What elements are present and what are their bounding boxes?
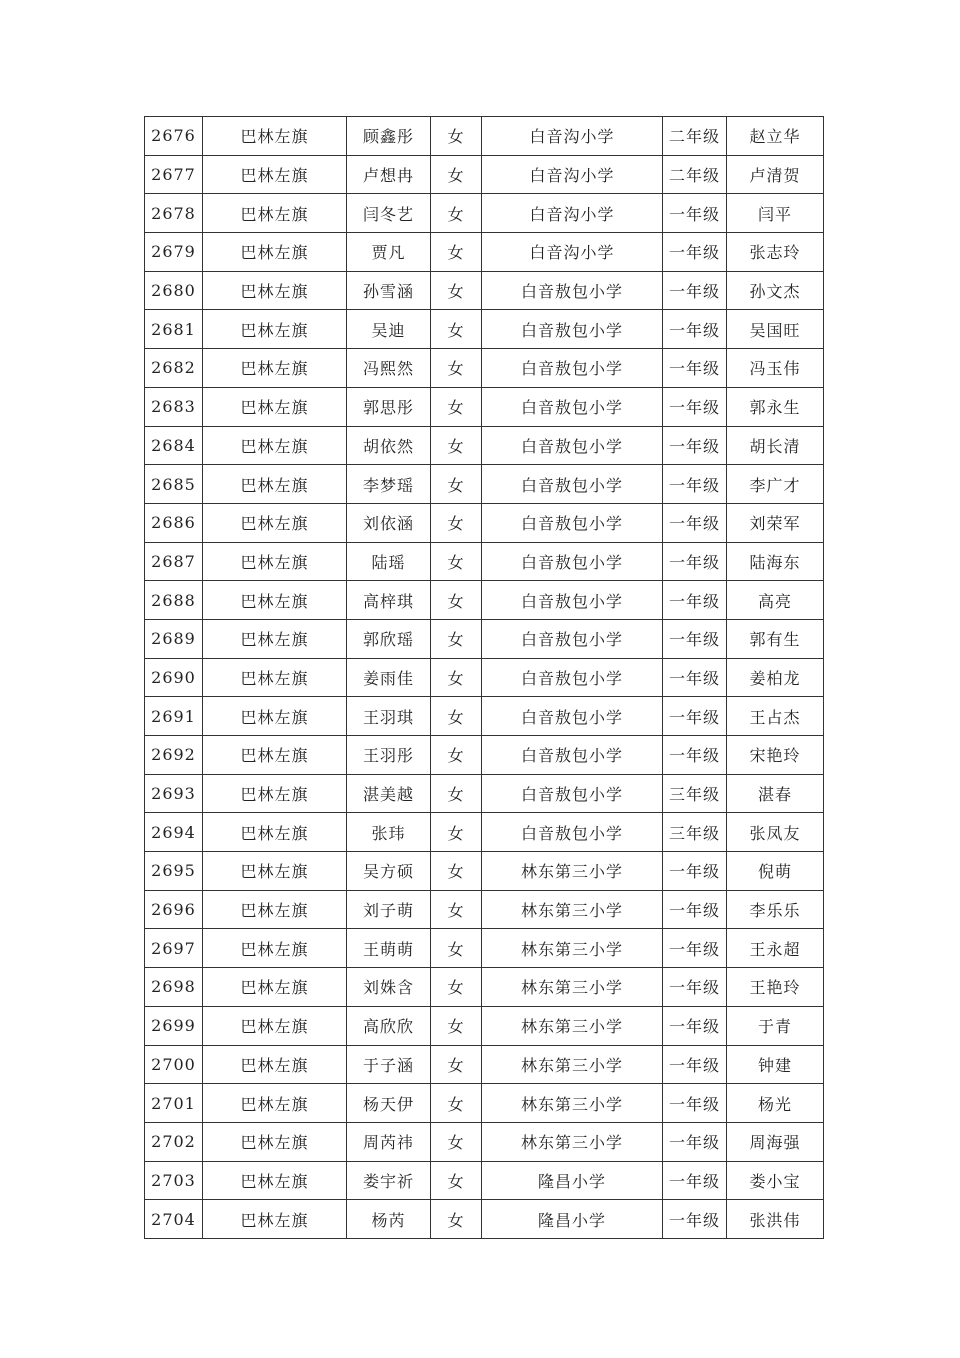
region-cell: 巴林左旗 [203, 194, 347, 233]
region-cell: 巴林左旗 [203, 813, 347, 852]
table-row [145, 774, 824, 813]
student-name-cell: 闫冬艺 [347, 194, 431, 233]
roster-body [145, 117, 824, 1239]
gender-cell: 女 [431, 155, 482, 194]
guardian-name-cell: 王永超 [727, 929, 824, 968]
student-name-cell: 高梓琪 [347, 581, 431, 620]
student-name-cell: 姜雨佳 [347, 658, 431, 697]
school-cell: 白音敖包小学 [482, 465, 663, 504]
student-name-cell: 贾凡 [347, 233, 431, 272]
guardian-name-cell: 于青 [727, 1006, 824, 1045]
school-cell: 白音敖包小学 [482, 310, 663, 349]
row-number-cell: 2685 [145, 465, 203, 504]
table-row [145, 658, 824, 697]
school-cell: 白音沟小学 [482, 117, 663, 156]
grade-cell: 一年级 [663, 310, 727, 349]
student-name-cell: 陆瑶 [347, 542, 431, 581]
school-cell: 林东第三小学 [482, 1084, 663, 1123]
school-cell: 白音敖包小学 [482, 387, 663, 426]
gender-cell: 女 [431, 465, 482, 504]
gender-cell: 女 [431, 1006, 482, 1045]
grade-cell: 一年级 [663, 503, 727, 542]
student-name-cell: 于子涵 [347, 1045, 431, 1084]
grade-cell: 一年级 [663, 697, 727, 736]
guardian-name-cell: 湛春 [727, 774, 824, 813]
gender-cell: 女 [431, 310, 482, 349]
guardian-name-cell: 吴国旺 [727, 310, 824, 349]
guardian-name-cell: 赵立华 [727, 117, 824, 156]
grade-cell: 三年级 [663, 774, 727, 813]
row-number-cell: 2701 [145, 1084, 203, 1123]
region-cell: 巴林左旗 [203, 1161, 347, 1200]
student-name-cell: 高欣欣 [347, 1006, 431, 1045]
region-cell: 巴林左旗 [203, 310, 347, 349]
region-cell: 巴林左旗 [203, 349, 347, 388]
table-row [145, 968, 824, 1007]
region-cell: 巴林左旗 [203, 465, 347, 504]
row-number-cell: 2686 [145, 503, 203, 542]
student-name-cell: 郭思彤 [347, 387, 431, 426]
table-row [145, 1200, 824, 1239]
guardian-name-cell: 孙文杰 [727, 271, 824, 310]
grade-cell: 一年级 [663, 929, 727, 968]
student-name-cell: 刘姝含 [347, 968, 431, 1007]
gender-cell: 女 [431, 658, 482, 697]
row-number-cell: 2688 [145, 581, 203, 620]
school-cell: 林东第三小学 [482, 890, 663, 929]
guardian-name-cell: 胡长清 [727, 426, 824, 465]
table-row [145, 1122, 824, 1161]
school-cell: 白音敖包小学 [482, 813, 663, 852]
grade-cell: 一年级 [663, 581, 727, 620]
region-cell: 巴林左旗 [203, 542, 347, 581]
row-number-cell: 2682 [145, 349, 203, 388]
guardian-name-cell: 杨光 [727, 1084, 824, 1123]
school-cell: 林东第三小学 [482, 1122, 663, 1161]
region-cell: 巴林左旗 [203, 774, 347, 813]
guardian-name-cell: 刘荣军 [727, 503, 824, 542]
grade-cell: 二年级 [663, 117, 727, 156]
row-number-cell: 2703 [145, 1161, 203, 1200]
region-cell: 巴林左旗 [203, 890, 347, 929]
gender-cell: 女 [431, 890, 482, 929]
student-name-cell: 李梦瑶 [347, 465, 431, 504]
gender-cell: 女 [431, 1045, 482, 1084]
table-row [145, 426, 824, 465]
grade-cell: 一年级 [663, 1161, 727, 1200]
row-number-cell: 2677 [145, 155, 203, 194]
student-name-cell: 吴迪 [347, 310, 431, 349]
grade-cell: 一年级 [663, 852, 727, 891]
grade-cell: 一年级 [663, 542, 727, 581]
region-cell: 巴林左旗 [203, 929, 347, 968]
table-row [145, 581, 824, 620]
region-cell: 巴林左旗 [203, 1045, 347, 1084]
student-name-cell: 顾鑫彤 [347, 117, 431, 156]
row-number-cell: 2693 [145, 774, 203, 813]
student-name-cell: 卢想冉 [347, 155, 431, 194]
row-number-cell: 2690 [145, 658, 203, 697]
row-number-cell: 2681 [145, 310, 203, 349]
grade-cell: 一年级 [663, 387, 727, 426]
row-number-cell: 2687 [145, 542, 203, 581]
table-row [145, 349, 824, 388]
student-name-cell: 杨芮 [347, 1200, 431, 1239]
gender-cell: 女 [431, 233, 482, 272]
row-number-cell: 2678 [145, 194, 203, 233]
table-row [145, 813, 824, 852]
school-cell: 白音敖包小学 [482, 271, 663, 310]
school-cell: 林东第三小学 [482, 1045, 663, 1084]
region-cell: 巴林左旗 [203, 426, 347, 465]
grade-cell: 一年级 [663, 968, 727, 1007]
gender-cell: 女 [431, 929, 482, 968]
row-number-cell: 2684 [145, 426, 203, 465]
region-cell: 巴林左旗 [203, 968, 347, 1007]
student-name-cell: 冯熙然 [347, 349, 431, 388]
region-cell: 巴林左旗 [203, 1084, 347, 1123]
guardian-name-cell: 闫平 [727, 194, 824, 233]
student-name-cell: 郭欣瑶 [347, 619, 431, 658]
guardian-name-cell: 钟建 [727, 1045, 824, 1084]
grade-cell: 一年级 [663, 271, 727, 310]
region-cell: 巴林左旗 [203, 387, 347, 426]
row-number-cell: 2676 [145, 117, 203, 156]
region-cell: 巴林左旗 [203, 271, 347, 310]
grade-cell: 一年级 [663, 736, 727, 775]
student-name-cell: 孙雪涵 [347, 271, 431, 310]
table-row [145, 852, 824, 891]
school-cell: 隆昌小学 [482, 1161, 663, 1200]
student-name-cell: 王萌萌 [347, 929, 431, 968]
table-row [145, 736, 824, 775]
school-cell: 白音沟小学 [482, 194, 663, 233]
table-row [145, 310, 824, 349]
school-cell: 白音沟小学 [482, 233, 663, 272]
region-cell: 巴林左旗 [203, 155, 347, 194]
grade-cell: 三年级 [663, 813, 727, 852]
student-name-cell: 刘依涵 [347, 503, 431, 542]
row-number-cell: 2683 [145, 387, 203, 426]
row-number-cell: 2698 [145, 968, 203, 1007]
table-row [145, 542, 824, 581]
table-row [145, 155, 824, 194]
table-row [145, 1084, 824, 1123]
row-number-cell: 2679 [145, 233, 203, 272]
region-cell: 巴林左旗 [203, 1006, 347, 1045]
guardian-name-cell: 李广才 [727, 465, 824, 504]
region-cell: 巴林左旗 [203, 697, 347, 736]
student-name-cell: 刘子萌 [347, 890, 431, 929]
gender-cell: 女 [431, 697, 482, 736]
row-number-cell: 2689 [145, 619, 203, 658]
gender-cell: 女 [431, 503, 482, 542]
grade-cell: 一年级 [663, 465, 727, 504]
region-cell: 巴林左旗 [203, 233, 347, 272]
table-row [145, 1161, 824, 1200]
grade-cell: 一年级 [663, 1200, 727, 1239]
table-row [145, 503, 824, 542]
region-cell: 巴林左旗 [203, 619, 347, 658]
guardian-name-cell: 王艳玲 [727, 968, 824, 1007]
school-cell: 白音敖包小学 [482, 736, 663, 775]
school-cell: 林东第三小学 [482, 852, 663, 891]
row-number-cell: 2699 [145, 1006, 203, 1045]
grade-cell: 一年级 [663, 1084, 727, 1123]
table-row [145, 117, 824, 156]
table-row [145, 194, 824, 233]
grade-cell: 一年级 [663, 619, 727, 658]
grade-cell: 一年级 [663, 1045, 727, 1084]
guardian-name-cell: 陆海东 [727, 542, 824, 581]
region-cell: 巴林左旗 [203, 852, 347, 891]
gender-cell: 女 [431, 426, 482, 465]
gender-cell: 女 [431, 619, 482, 658]
table-row [145, 233, 824, 272]
table-row [145, 890, 824, 929]
row-number-cell: 2702 [145, 1122, 203, 1161]
gender-cell: 女 [431, 1122, 482, 1161]
row-number-cell: 2695 [145, 852, 203, 891]
school-cell: 白音敖包小学 [482, 426, 663, 465]
gender-cell: 女 [431, 542, 482, 581]
school-cell: 林东第三小学 [482, 968, 663, 1007]
school-cell: 白音敖包小学 [482, 619, 663, 658]
region-cell: 巴林左旗 [203, 581, 347, 620]
grade-cell: 一年级 [663, 890, 727, 929]
table-row [145, 1045, 824, 1084]
region-cell: 巴林左旗 [203, 503, 347, 542]
row-number-cell: 2694 [145, 813, 203, 852]
gender-cell: 女 [431, 349, 482, 388]
guardian-name-cell: 王占杰 [727, 697, 824, 736]
guardian-name-cell: 姜柏龙 [727, 658, 824, 697]
school-cell: 隆昌小学 [482, 1200, 663, 1239]
student-roster-table [144, 116, 824, 1239]
guardian-name-cell: 娄小宝 [727, 1161, 824, 1200]
row-number-cell: 2692 [145, 736, 203, 775]
gender-cell: 女 [431, 736, 482, 775]
grade-cell: 二年级 [663, 155, 727, 194]
student-name-cell: 王羽琪 [347, 697, 431, 736]
table-row [145, 465, 824, 504]
student-name-cell: 娄宇祈 [347, 1161, 431, 1200]
student-name-cell: 湛美越 [347, 774, 431, 813]
school-cell: 林东第三小学 [482, 929, 663, 968]
school-cell: 白音敖包小学 [482, 542, 663, 581]
gender-cell: 女 [431, 194, 482, 233]
student-name-cell: 周芮祎 [347, 1122, 431, 1161]
guardian-name-cell: 冯玉伟 [727, 349, 824, 388]
row-number-cell: 2700 [145, 1045, 203, 1084]
guardian-name-cell: 张凤友 [727, 813, 824, 852]
gender-cell: 女 [431, 581, 482, 620]
gender-cell: 女 [431, 774, 482, 813]
table-row [145, 619, 824, 658]
region-cell: 巴林左旗 [203, 658, 347, 697]
gender-cell: 女 [431, 271, 482, 310]
table-row [145, 929, 824, 968]
guardian-name-cell: 倪萌 [727, 852, 824, 891]
guardian-name-cell: 张志玲 [727, 233, 824, 272]
guardian-name-cell: 宋艳玲 [727, 736, 824, 775]
row-number-cell: 2691 [145, 697, 203, 736]
region-cell: 巴林左旗 [203, 1122, 347, 1161]
school-cell: 白音敖包小学 [482, 697, 663, 736]
row-number-cell: 2680 [145, 271, 203, 310]
school-cell: 林东第三小学 [482, 1006, 663, 1045]
grade-cell: 一年级 [663, 194, 727, 233]
gender-cell: 女 [431, 813, 482, 852]
student-name-cell: 胡依然 [347, 426, 431, 465]
student-name-cell: 王羽彤 [347, 736, 431, 775]
gender-cell: 女 [431, 1084, 482, 1123]
school-cell: 白音敖包小学 [482, 503, 663, 542]
school-cell: 白音敖包小学 [482, 658, 663, 697]
school-cell: 白音敖包小学 [482, 581, 663, 620]
guardian-name-cell: 郭永生 [727, 387, 824, 426]
guardian-name-cell: 高亮 [727, 581, 824, 620]
guardian-name-cell: 卢清贺 [727, 155, 824, 194]
grade-cell: 一年级 [663, 349, 727, 388]
gender-cell: 女 [431, 1200, 482, 1239]
school-cell: 白音敖包小学 [482, 349, 663, 388]
guardian-name-cell: 李乐乐 [727, 890, 824, 929]
gender-cell: 女 [431, 387, 482, 426]
grade-cell: 一年级 [663, 426, 727, 465]
student-name-cell: 吴方硕 [347, 852, 431, 891]
table-row [145, 271, 824, 310]
table-row [145, 1006, 824, 1045]
region-cell: 巴林左旗 [203, 1200, 347, 1239]
school-cell: 白音沟小学 [482, 155, 663, 194]
school-cell: 白音敖包小学 [482, 774, 663, 813]
row-number-cell: 2696 [145, 890, 203, 929]
row-number-cell: 2704 [145, 1200, 203, 1239]
guardian-name-cell: 周海强 [727, 1122, 824, 1161]
guardian-name-cell: 张洪伟 [727, 1200, 824, 1239]
guardian-name-cell: 郭有生 [727, 619, 824, 658]
student-name-cell: 杨天伊 [347, 1084, 431, 1123]
table-row [145, 387, 824, 426]
gender-cell: 女 [431, 1161, 482, 1200]
region-cell: 巴林左旗 [203, 736, 347, 775]
table-row [145, 697, 824, 736]
grade-cell: 一年级 [663, 658, 727, 697]
row-number-cell: 2697 [145, 929, 203, 968]
grade-cell: 一年级 [663, 233, 727, 272]
gender-cell: 女 [431, 968, 482, 1007]
gender-cell: 女 [431, 852, 482, 891]
region-cell: 巴林左旗 [203, 117, 347, 156]
grade-cell: 一年级 [663, 1006, 727, 1045]
grade-cell: 一年级 [663, 1122, 727, 1161]
gender-cell: 女 [431, 117, 482, 156]
student-name-cell: 张玮 [347, 813, 431, 852]
